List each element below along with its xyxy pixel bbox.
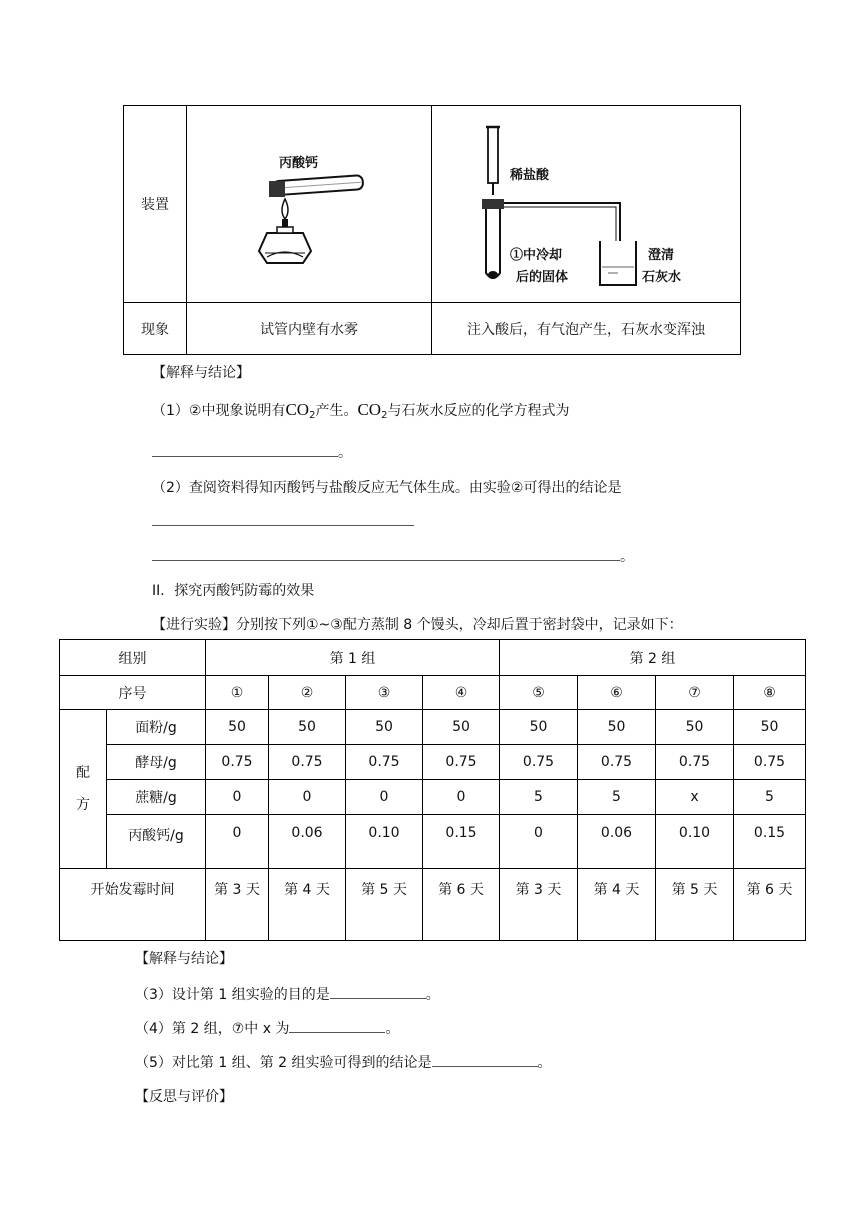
fig2-label-limewater-line1: 澄清: [648, 247, 675, 263]
phenomenon-label-text: 现象: [141, 321, 169, 338]
value-cell: 5: [500, 780, 578, 815]
q4-text: （4）第 2 组，⑦中 x 为: [135, 1021, 290, 1037]
experiment-table: [59, 639, 806, 941]
value-cell: 0: [346, 780, 423, 815]
seq-cell: ⑦: [656, 676, 734, 710]
value-cell: 0.75: [578, 745, 656, 780]
ingredient-name: 蔗糖/g: [107, 780, 206, 815]
q3-answer-blank[interactable]: [330, 998, 426, 999]
value-cell: 0: [423, 780, 500, 815]
phenomenon-1: 试管内壁有水雾: [187, 303, 432, 355]
group-2-header: 第 2 组: [500, 640, 806, 676]
reflection-heading: 【反思与评价】: [135, 1089, 233, 1105]
phenomenon-row-label: [124, 303, 187, 355]
value-cell: 50: [500, 710, 578, 745]
value-cell: 0: [206, 815, 269, 869]
value-cell: 0.75: [656, 745, 734, 780]
question-4: [135, 1018, 399, 1038]
q2-end-mark: 。: [620, 549, 634, 565]
value-cell: 0.75: [423, 745, 500, 780]
q2-answer-line-1[interactable]: [152, 525, 414, 526]
value-cell: 0.15: [734, 815, 806, 869]
q1-end-mark: 。: [338, 445, 352, 461]
co2-formula-a: CO: [285, 400, 310, 419]
fig1-label: 丙酸钙: [279, 155, 319, 171]
seq-cell: ⑤: [500, 676, 578, 710]
q2-answer-line-2[interactable]: [152, 546, 634, 566]
group-header: 组别: [60, 640, 206, 676]
question-2: （2）查阅资料得知丙酸钙与盐酸反应无气体生成。由实验②可得出的结论是: [152, 480, 622, 496]
ingredient-name: 丙酸钙/g: [107, 815, 206, 869]
value-cell: 50: [734, 710, 806, 745]
q3-text: （3）设计第 1 组实验的目的是: [135, 987, 330, 1003]
seq-header: 序号: [60, 676, 206, 710]
question-1: [152, 400, 569, 421]
mold-day-cell: 第 5 天: [346, 869, 423, 941]
q5-answer-blank[interactable]: [432, 1066, 538, 1067]
value-cell: 0: [500, 815, 578, 869]
section-heading-explanation-1: 【解释与结论】: [152, 365, 250, 381]
co2-formula-b: CO: [357, 400, 382, 419]
heating-apparatus-figure: [187, 107, 431, 302]
value-cell: 0.06: [578, 815, 656, 869]
mold-day-cell: 第 3 天: [206, 869, 269, 941]
value-cell: 0: [269, 780, 346, 815]
section-title-2: II．探究丙酸钙防霉的效果: [152, 583, 315, 599]
device-table: [123, 105, 741, 355]
value-cell: 0.75: [269, 745, 346, 780]
value-cell: 0.15: [423, 815, 500, 869]
value-cell: 50: [206, 710, 269, 745]
value-cell: 5: [734, 780, 806, 815]
co2-subscript-a: 2: [309, 410, 316, 421]
question-5: [135, 1052, 552, 1072]
question-3: [135, 984, 440, 1004]
recipe-label-char-1: 配: [76, 765, 90, 781]
mold-day-cell: 第 4 天: [269, 869, 346, 941]
q1-text-a: （1）②中现象说明有: [152, 403, 286, 419]
mold-day-cell: 第 4 天: [578, 869, 656, 941]
q1-answer-line[interactable]: [152, 442, 352, 462]
recipe-label-char-2: 方: [76, 797, 90, 813]
phenomenon-2: 注入酸后，有气泡产生，石灰水变浑浊: [432, 303, 741, 355]
value-cell: 0.10: [346, 815, 423, 869]
value-cell: 5: [578, 780, 656, 815]
value-cell: 50: [269, 710, 346, 745]
mold-day-cell: 第 5 天: [656, 869, 734, 941]
ingredient-name: 酵母/g: [107, 745, 206, 780]
value-cell: 50: [578, 710, 656, 745]
fig2-label-limewater-line2: 石灰水: [642, 269, 682, 285]
value-cell: 0.75: [346, 745, 423, 780]
fig2-label-acid: 稀盐酸: [510, 167, 550, 183]
value-cell: 50: [656, 710, 734, 745]
co2-subscript-b: 2: [381, 410, 388, 421]
value-cell: 0.75: [734, 745, 806, 780]
device-figure-2-cell: [432, 106, 741, 303]
q5-text: （5）对比第 1 组、第 2 组实验可得到的结论是: [135, 1055, 432, 1071]
value-cell: 0.10: [656, 815, 734, 869]
q4-end-mark: 。: [385, 1021, 400, 1037]
mold-day-cell: 第 6 天: [734, 869, 806, 941]
seq-cell: ②: [269, 676, 346, 710]
value-cell: 50: [423, 710, 500, 745]
acid-limewater-apparatus-figure: [432, 107, 740, 302]
q5-end-mark: 。: [537, 1055, 552, 1071]
seq-cell: ④: [423, 676, 500, 710]
value-cell: 0.75: [500, 745, 578, 780]
group-1-header: 第 1 组: [206, 640, 500, 676]
value-cell: 50: [346, 710, 423, 745]
q1-text-c: 与石灰水反应的化学方程式为: [387, 403, 570, 419]
device-row-label: [124, 106, 187, 303]
experiment-intro: 【进行实验】分别按下列①~③配方蒸制 8 个馒头，冷却后置于密封袋中，记录如下：: [152, 617, 683, 633]
fig2-label-solid-line1: ①中冷却: [510, 247, 563, 263]
seq-cell: ⑥: [578, 676, 656, 710]
recipe-label-cell: [60, 710, 107, 869]
seq-cell: ①: [206, 676, 269, 710]
value-cell: 0: [206, 780, 269, 815]
value-cell: x: [656, 780, 734, 815]
q3-end-mark: 。: [425, 987, 440, 1003]
mold-day-cell: 第 6 天: [423, 869, 500, 941]
value-cell: 0.75: [206, 745, 269, 780]
mold-time-label: 开始发霉时间: [60, 869, 206, 941]
value-cell: 0.06: [269, 815, 346, 869]
seq-cell: ③: [346, 676, 423, 710]
ingredient-name: 面粉/g: [107, 710, 206, 745]
q1-text-b: 产生。: [315, 403, 358, 419]
device-label-text: 装置: [141, 197, 169, 213]
seq-cell: ⑧: [734, 676, 806, 710]
q4-answer-blank[interactable]: [289, 1032, 385, 1033]
mold-day-cell: 第 3 天: [500, 869, 578, 941]
device-figure-1-cell: [187, 106, 432, 303]
fig2-label-solid-line2: 后的固体: [516, 269, 569, 285]
section-heading-explanation-2: 【解释与结论】: [135, 951, 233, 967]
